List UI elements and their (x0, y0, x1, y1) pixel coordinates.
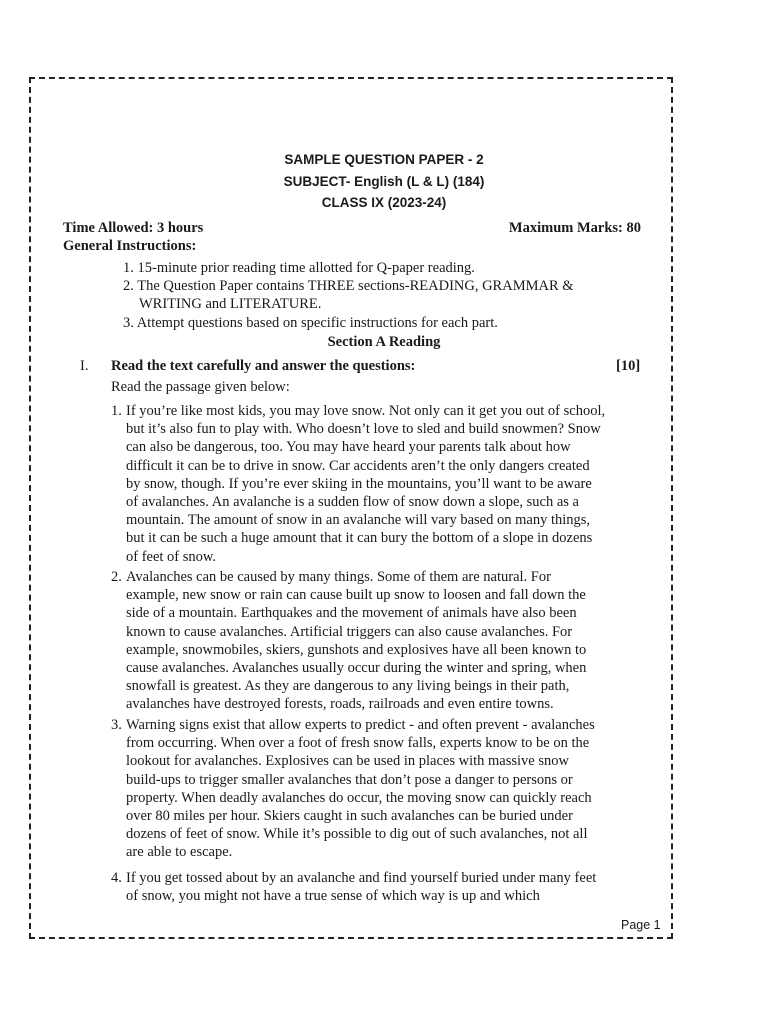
passage-paragraph (111, 869, 606, 905)
paragraph-number: 2. (111, 569, 122, 585)
passage-paragraph (111, 568, 606, 714)
instruction-item: 1. 15-minute prior reading time allotted for Q-paper reading. (123, 260, 475, 276)
paragraph-number: 4. (111, 870, 122, 886)
paragraph-text: If you’re like most kids, you may love snow. Not only can it get you out of school, but it’s also fun to play with. Who doesn’t love to sled and build snowmen? Snow can also be dangerous, too. You may have heard your parents talk about how difficult it can be to drive in snow. Car accidents aren’t the only dangers created by snow, though. If you’re ever skiing in the mountains, you’ll want to be aware of avalanches. An avalanche is a sudden flow of snow down a slope, such as a mountain. The amount of snow in an avalanche will vary based on many things, but it can be such a huge amount that it can bury the bottom of a slope in dozens of feet of snow. (126, 403, 606, 565)
paper-class: CLASS IX (2023-24) (321, 195, 447, 210)
passage-intro: Read the passage given below: (111, 379, 290, 395)
question-number: I. (80, 358, 89, 374)
instruction-item (123, 277, 603, 313)
paragraph-number: 3. (111, 717, 122, 733)
exam-meta (63, 220, 641, 237)
passage-paragraph (111, 716, 606, 862)
paragraph-number: 1. (111, 403, 122, 419)
paper-subject: SUBJECT- English (L & L) (184) (283, 174, 485, 189)
paragraph-text: Warning signs exist that allow experts to predict - and often prevent - avalanches from occurring. When over a foot of fresh snow falls, experts know to be on the lookout for avalanches. Explosives can be used in places with massive snow build-ups to trigger smaller avalanches that don’t pose a danger to persons or property. When deadly avalanches do occur, the moving snow can quickly reach over 80 miles per hour. Skiers caught in such avalanches can be buried under dozens of feet of snow. While it’s possible to dig out of such avalanches, not all are able to escape. (126, 717, 595, 861)
maximum-marks: Maximum Marks: 80 (508, 220, 641, 236)
general-instructions-title: General Instructions: (63, 238, 197, 254)
instruction-item: 3. Attempt questions based on specific instructions for each part. (123, 315, 498, 331)
instruction-item-text: 2. The Question Paper contains THREE sections-READING, GRAMMAR & (123, 278, 574, 294)
page-number: Page 1 (621, 918, 661, 932)
paragraph-text: If you get tossed about by an avalanche and find yourself buried under many feet of snow, you might not have a true sense of which way is up and which (126, 870, 597, 905)
instruction-item-continuation: WRITING and LITERATURE. (139, 296, 322, 312)
paper-title: SAMPLE QUESTION PAPER - 2 (284, 152, 484, 167)
passage-paragraph (111, 402, 606, 566)
question-marks: [10] (616, 358, 641, 374)
time-allowed: Time Allowed: 3 hours (63, 220, 204, 236)
question-text: Read the text carefully and answer the questions: (111, 358, 416, 374)
paragraph-text: Avalanches can be caused by many things. Some of them are natural. For example, new snow or rain can cause built up snow to loosen and fall down the side of a mountain. Earthquakes and the movement of animals have also been known to cause avalanches. Artificial triggers can also cause avalanches. For example, snowmobiles, skiers, gunshots and explosives have all been known to cause avalanches. Avalanches usually occur during the winter and spring, when snowfall is greatest. As they are dangerous to any living beings in their path, avalanches have destroyed forests, roads, railroads and even entire towns. (126, 569, 587, 713)
section-title: Section A Reading (327, 334, 441, 350)
